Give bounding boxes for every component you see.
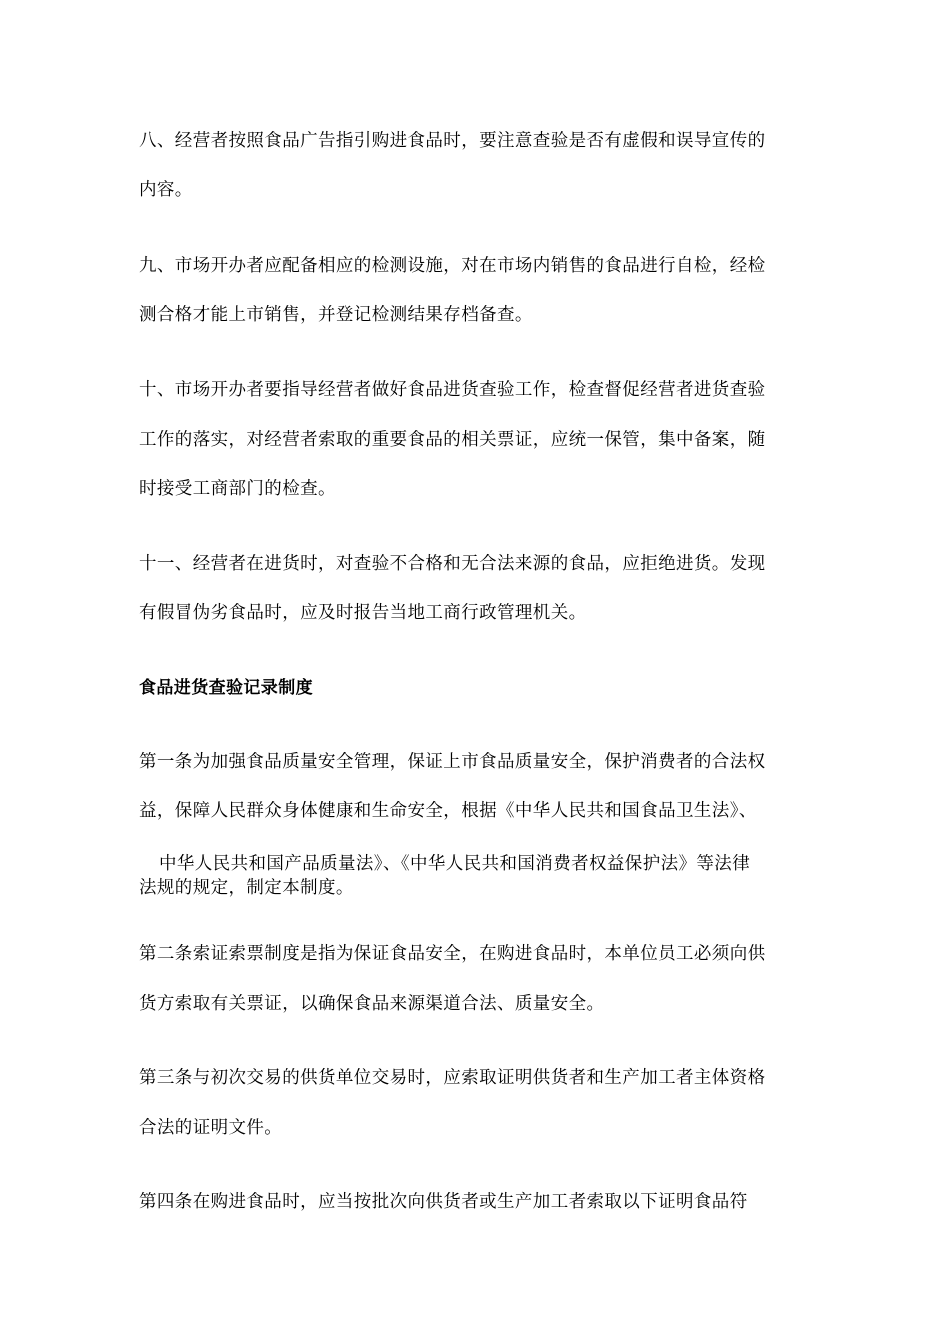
article-1-line-4: 法规的规定，制定本制度。 (139, 878, 354, 898)
paragraph-11-line-2: 有假冒伪劣食品时，应及时报告当地工商行政管理机关。 (139, 603, 587, 623)
article-1-line-1: 第一条为加强食品质量安全管理，保证上市食品质量安全，保护消费者的合法权 (139, 752, 766, 772)
paragraph-10-line-1: 十、市场开办者要指导经营者做好食品进货查验工作，检查督促经营者进货查验 (139, 380, 766, 400)
article-1-line-3: 中华人民共和国产品质量法》、《中华人民共和国消费者权益保护法》等法律 (159, 854, 751, 874)
article-1-line-2: 益，保障人民群众身体健康和生命安全，根据《中华人民共和国食品卫生法》、 (139, 801, 757, 821)
section-title: 食品进货查验记录制度 (139, 678, 313, 698)
article-3-line-1: 第三条与初次交易的供货单位交易时，应索取证明供货者和生产加工者主体资格 (139, 1068, 766, 1088)
article-3-line-2: 合法的证明文件。 (139, 1118, 283, 1138)
paragraph-8-line-2: 内容。 (139, 180, 193, 200)
paragraph-10-line-2: 工作的落实，对经营者索取的重要食品的相关票证，应统一保管，集中备案，随 (139, 430, 766, 450)
article-2-line-2: 货方索取有关票证，以确保食品来源渠道合法、质量安全。 (139, 994, 605, 1014)
paragraph-9-line-2: 测合格才能上市销售，并登记检测结果存档备查。 (139, 305, 533, 325)
paragraph-11-line-1: 十一、经营者在进货时，对查验不合格和无合法来源的食品，应拒绝进货。发现 (139, 554, 766, 574)
article-2-line-1: 第二条索证索票制度是指为保证食品安全，在购进食品时，本单位员工必须向供 (139, 944, 766, 964)
paragraph-9-line-1: 九、市场开办者应配备相应的检测设施，对在市场内销售的食品进行自检，经检 (139, 256, 766, 276)
article-4-line-1: 第四条在购进食品时，应当按批次向供货者或生产加工者索取以下证明食品符 (139, 1192, 748, 1212)
paragraph-10-line-3: 时接受工商部门的检查。 (139, 479, 336, 499)
paragraph-8-line-1: 八、经营者按照食品广告指引购进食品时，要注意查验是否有虚假和误导宣传的 (139, 131, 766, 151)
